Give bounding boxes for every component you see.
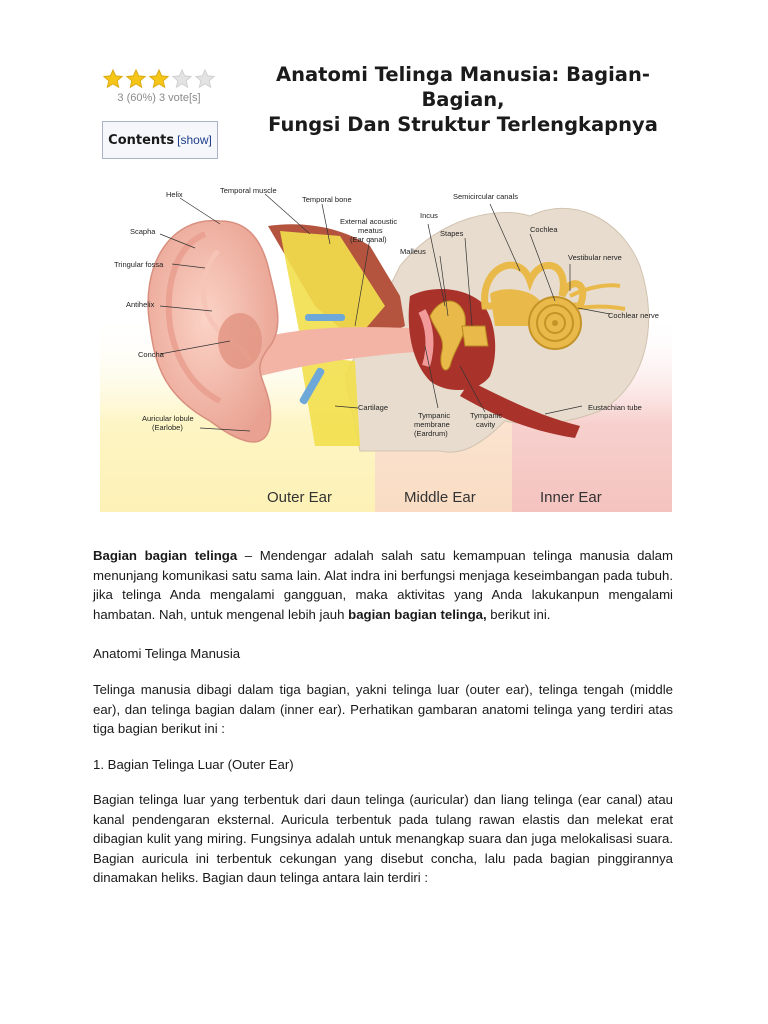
intro-text-2: berikut ini.: [486, 606, 551, 622]
label-incus: Incus: [420, 211, 438, 220]
label-eustachian-tube: Eustachian tube: [588, 403, 642, 412]
label-auricular-lobule: Auricular lobule: [142, 414, 194, 423]
label-tympanic-cavity: Tympanic: [470, 411, 503, 420]
contents-title: Contents: [108, 132, 175, 148]
cochlear-nerve-shape: [578, 307, 625, 309]
label-earlobe: (Earlobe): [152, 423, 183, 432]
label-cavity: cavity: [476, 420, 496, 429]
label-temporal-muscle: Temporal muscle: [220, 186, 277, 195]
label-tympanic-membrane: Tympanic: [418, 411, 451, 420]
star-empty-icon[interactable]: [171, 68, 193, 90]
caption-inner-ear: Inner Ear: [540, 489, 602, 506]
star-filled-icon[interactable]: [102, 68, 124, 90]
article-body: [93, 546, 673, 624]
caption-middle-ear: Middle Ear: [404, 489, 476, 506]
label-concha: Concha: [138, 350, 164, 359]
label-stapes: Stapes: [440, 229, 464, 238]
label-external-meatus: External acoustic: [340, 217, 398, 226]
label-vestibular-nerve: Vestibular nerve: [568, 253, 622, 262]
caption-outer-ear: Outer Ear: [267, 489, 333, 506]
article-para-2-wrap: [93, 680, 673, 739]
intro-keyword-2: bagian bagian telinga,: [348, 606, 487, 622]
label-semicircular-canals: Semicircular canals: [453, 192, 519, 201]
star-empty-icon[interactable]: [194, 68, 216, 90]
star-filled-icon[interactable]: [125, 68, 147, 90]
label-membrane: membrane: [414, 420, 450, 429]
article-para-3-wrap: [93, 790, 673, 888]
star-filled-icon[interactable]: [148, 68, 170, 90]
label-temporal-bone: Temporal bone: [302, 195, 352, 204]
page-title: [238, 62, 688, 137]
concha-bowl: [218, 313, 262, 369]
stapes-shape: [462, 326, 488, 346]
title-line-1: Anatomi Telinga Manusia: Bagian-Bagian,: [276, 63, 650, 111]
cartilage-bar-1: [305, 314, 345, 321]
paragraph-three-parts: Telinga manusia dibagi dalam tiga bagian, yakni telinga luar (outer ear), telinga tengah (middle ear), dan telinga bagian dalam (inner ear). Perhatikan gambaran anatomi telinga yang terdiri atas tiga bagian berikut ini :: [93, 682, 673, 736]
label-malleus: Malleus: [400, 247, 426, 256]
rating-summary: 3 (60%) 3 vote[s]: [117, 92, 201, 104]
label-scapha: Scapha: [130, 227, 156, 236]
label-ear-canal: (Ear canal): [350, 235, 387, 244]
heading-outer-ear: 1. Bagian Telinga Luar (Outer Ear): [93, 757, 294, 772]
title-line-2: Fungsi Dan Struktur Terlengkapnya: [268, 113, 658, 136]
heading-anatomi: Anatomi Telinga Manusia: [93, 646, 241, 661]
ear-anatomy-diagram: [100, 176, 672, 512]
intro-keyword: Bagian bagian telinga: [93, 548, 238, 563]
stars: [100, 68, 218, 90]
label-eardrum: (Eardrum): [414, 429, 448, 438]
intro-paragraph: [93, 546, 673, 624]
label-meatus: meatus: [358, 226, 383, 235]
table-of-contents: [102, 121, 218, 159]
label-cochlea: Cochlea: [530, 225, 558, 234]
label-helix: Helix: [166, 190, 183, 199]
label-cochlear-nerve: Cochlear nerve: [608, 311, 659, 320]
paragraph-outer-ear: Bagian telinga luar yang terbentuk dari daun telinga (auricular) dan liang telinga (ear canal) atau kanal pendengaran eksternal. Auricula terbentuk pada tulang rawan elastis dan melekat erat dibagian kulit yang miring. Fungsinya adalah untuk menangkap suara dan juga melokalisasi suara. Bagian auricula ini terbentuk cekungan yang disebut concha, lalu pada bagian pinggirannya dinamakan heliks. Bagian daun telinga antara lain terdiri :: [93, 792, 673, 885]
label-triangular-fossa: Tringular fossa: [114, 260, 164, 269]
contents-toggle-link[interactable]: [show]: [177, 133, 212, 147]
label-antihelix: Antihelix: [126, 300, 155, 309]
star-rating: [100, 68, 218, 104]
label-cartilage: Cartilage: [358, 403, 389, 412]
intro-text-1: – Mendengar adalah salah satu kemampuan telinga manusia dalam menunjang komunikasi satu sama lain. Alat indra ini berfungsi menjaga keseimbangan pada tubuh. jika telinga Anda mengalami gangguan, maka aktivitas yang Anda lakukanpun mengalami hambatan. Nah, untuk mengenal lebih jauh: [93, 548, 673, 622]
